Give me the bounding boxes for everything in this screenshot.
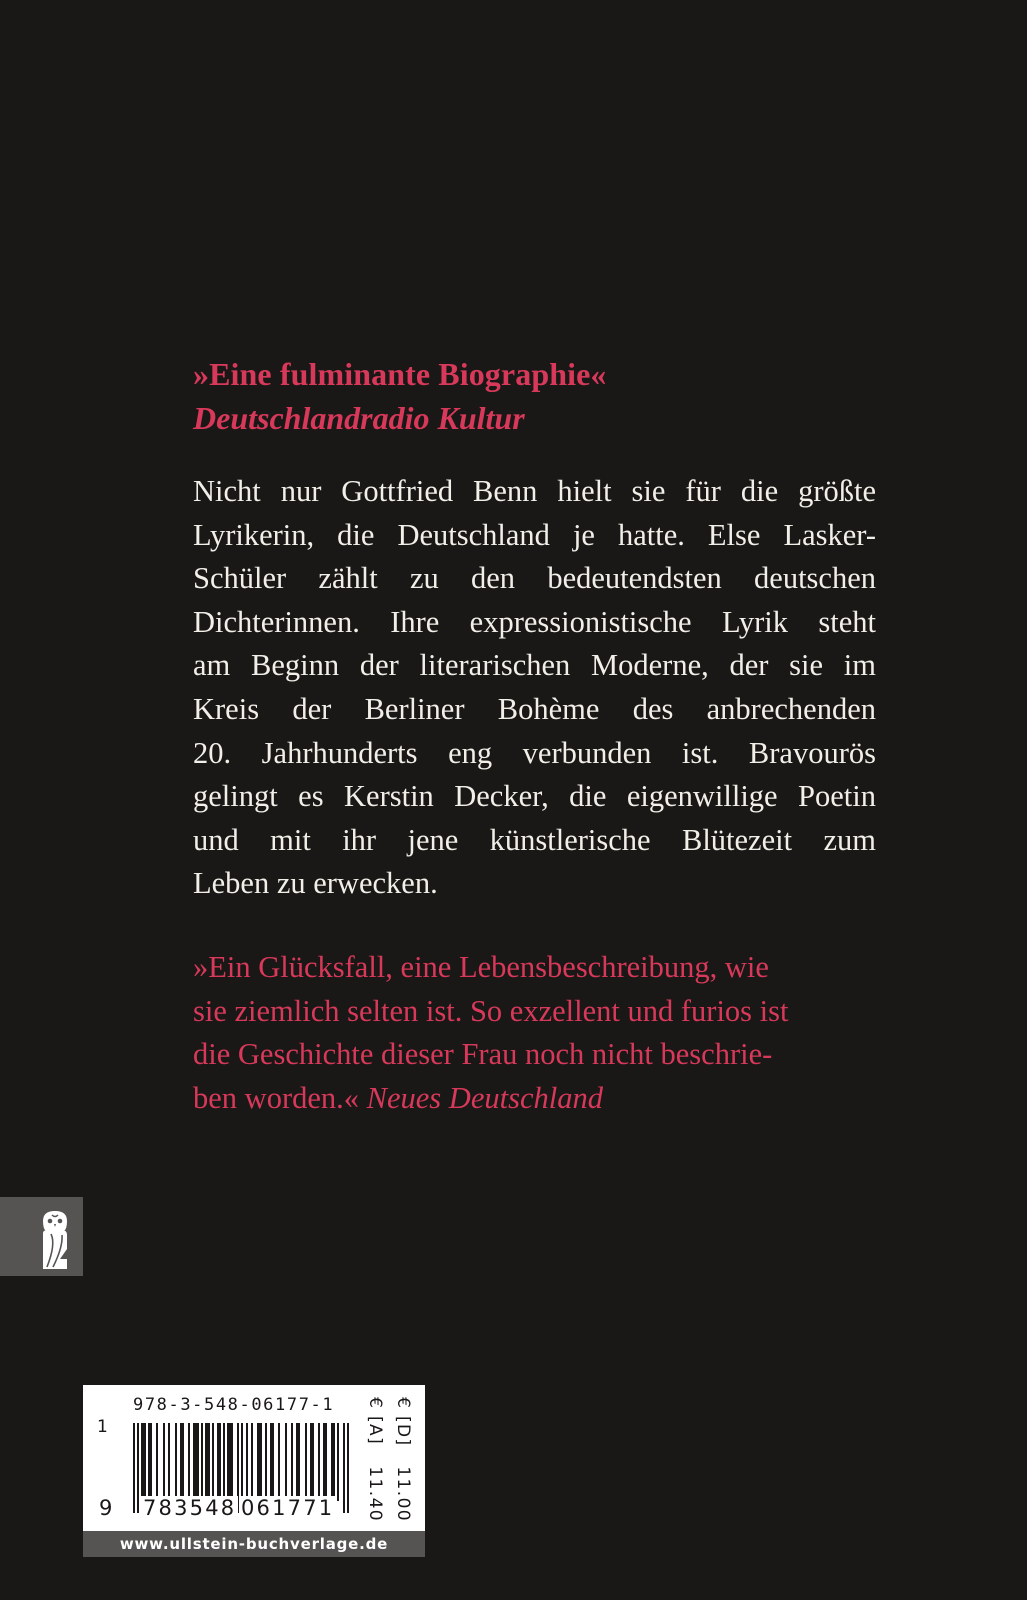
blurb-line: Leben zu erwecken. (193, 866, 438, 901)
review-line-text: ben worden.« (193, 1080, 367, 1115)
price-germany-label: € [D] (393, 1397, 413, 1447)
owl-icon (40, 1209, 70, 1269)
blurb-line: Lyrikerin, die Deutschland je hatte. Else Lasker- (193, 517, 876, 552)
price-germany-value: 11.00 (393, 1466, 413, 1522)
headline-quote-block (193, 352, 893, 440)
publisher-logo-box (0, 1197, 83, 1276)
review-line-last (193, 1077, 876, 1121)
blurb-line: Schüler zählt zu den bedeutendsten deutschen (193, 561, 876, 596)
review-line: sie ziemlich selten ist. So exzellent und furios ist (193, 993, 789, 1028)
blurb-text (193, 470, 876, 906)
headline-source: Deutschlandradio Kultur (193, 400, 525, 436)
isbn-number: 978-3-548-06177-1 (133, 1395, 335, 1415)
headline-quote: »Eine fulminante Biographie« (193, 356, 607, 392)
blurb-line: Kreis der Berliner Bohème des anbrechenden (193, 691, 876, 726)
blurb-line: Dichterinnen. Ihre expressionistische Lyrik steht (193, 604, 876, 639)
price-germany (391, 1397, 413, 1522)
blurb-line: am Beginn der literarischen Moderne, der sie im (193, 648, 876, 683)
review-source: Neues Deutschland (366, 1080, 603, 1115)
review-line: die Geschichte dieser Frau noch nicht beschrie- (193, 1037, 773, 1072)
blurb-line: und mit ihr jene künstlerische Blütezeit zum (193, 822, 876, 857)
blurb-line: Nicht nur Gottfried Benn hielt sie für die größte (193, 474, 876, 508)
blurb-line: gelingt es Kerstin Decker, die eigenwillige Poetin (193, 779, 876, 814)
blurb-line: 20. Jahrhunderts eng verbunden ist. Bravourös (193, 735, 876, 770)
barcode-label (83, 1385, 425, 1557)
review-quote-block (193, 946, 876, 1120)
publisher-url: www.ullstein-buchverlage.de (83, 1531, 425, 1557)
price-austria-value: 11.40 (365, 1466, 385, 1522)
price-austria-label: € [A] (365, 1397, 385, 1446)
review-line: »Ein Glücksfall, eine Lebensbeschreibung, wie (193, 950, 769, 984)
barcode-lead-digit: 1 (97, 1417, 108, 1437)
ean-group-2: 061771 (241, 1496, 335, 1520)
price-austria (363, 1397, 385, 1522)
ean-group-1: 783548 (143, 1496, 237, 1520)
ean-first-digit: 9 (99, 1496, 113, 1520)
